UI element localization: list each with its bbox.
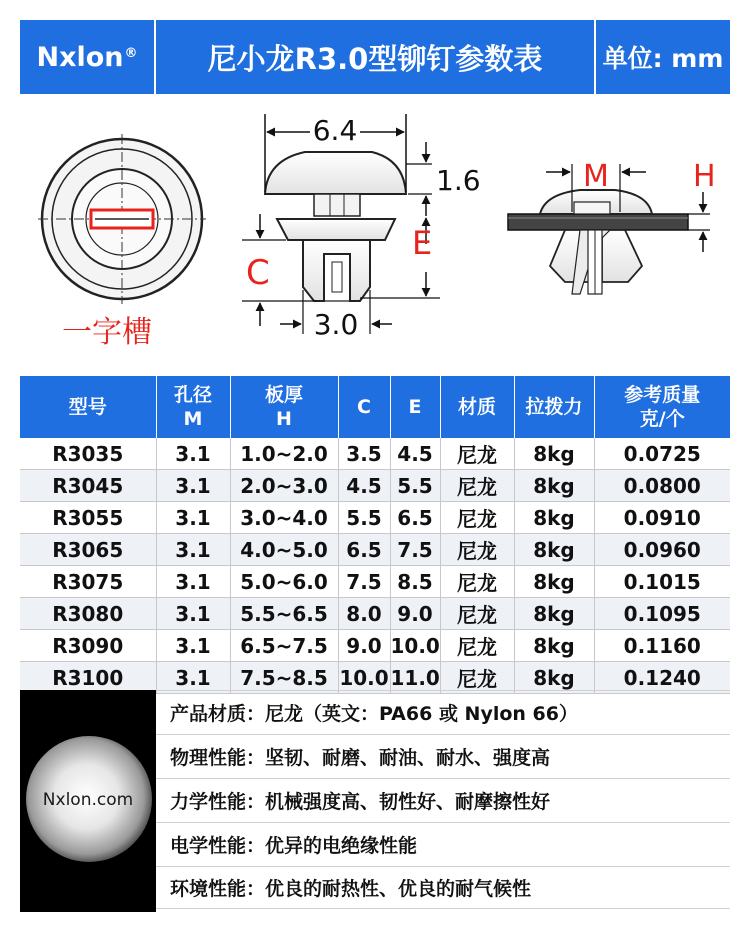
installed-view xyxy=(508,159,716,294)
cell-pull-force: 8kg xyxy=(514,502,594,534)
cell-hole: 3.1 xyxy=(156,534,230,566)
page-title: 尼小龙R3.0型铆钉参数表 xyxy=(156,20,596,94)
table-row xyxy=(20,470,730,502)
unit-label: 单位: mm xyxy=(602,44,724,73)
cell-c: 10.0 xyxy=(338,662,390,694)
cell-thickness: 5.0~6.0 xyxy=(230,566,338,598)
cell-model: R3065 xyxy=(20,534,156,566)
cell-model: R3080 xyxy=(20,598,156,630)
col-header-weight: 参考质量 克/个 xyxy=(594,376,730,438)
cell-material: 尼龙 xyxy=(440,502,514,534)
property-environmental: 环境性能：优良的耐热性、优良的耐气候性 xyxy=(156,867,730,909)
cell-pull-force: 8kg xyxy=(514,566,594,598)
top-view xyxy=(38,134,206,304)
cell-material: 尼龙 xyxy=(440,662,514,694)
cell-thickness: 3.0~4.0 xyxy=(230,502,338,534)
table-row xyxy=(20,662,730,694)
registered-mark: ® xyxy=(124,45,138,61)
cell-e: 10.0 xyxy=(390,630,440,662)
cell-e: 11.0 xyxy=(390,662,440,694)
cell-e: 6.5 xyxy=(390,502,440,534)
cell-material: 尼龙 xyxy=(440,598,514,630)
property-electrical: 电学性能：优异的电绝缘性能 xyxy=(156,823,730,867)
cell-thickness: 6.5~7.5 xyxy=(230,630,338,662)
cell-model: R3035 xyxy=(20,438,156,470)
dim-h: H xyxy=(693,159,716,194)
cell-c: 5.5 xyxy=(338,502,390,534)
col-header-c: C xyxy=(338,376,390,438)
cell-thickness: 2.0~3.0 xyxy=(230,470,338,502)
col-header-material: 材质 xyxy=(440,376,514,438)
cell-weight: 0.1240 xyxy=(594,662,730,694)
col-header-thickness: 板厚 H xyxy=(230,376,338,438)
cell-c: 8.0 xyxy=(338,598,390,630)
table-row xyxy=(20,534,730,566)
rivet-drawings xyxy=(20,94,730,376)
side-view xyxy=(242,114,481,341)
dim-head-width: 6.4 xyxy=(312,114,358,147)
title-banner xyxy=(20,20,730,94)
cell-c: 7.5 xyxy=(338,566,390,598)
col-header-pull-force: 拉拨力 xyxy=(514,376,594,438)
brand-name: Nxlon xyxy=(36,41,124,73)
cell-pull-force: 8kg xyxy=(514,534,594,566)
cell-e: 7.5 xyxy=(390,534,440,566)
cell-model: R3100 xyxy=(20,662,156,694)
property-material: 产品材质：尼龙（英文：PA66 或 Nylon 66） xyxy=(156,691,730,735)
table-row xyxy=(20,438,730,470)
cell-material: 尼龙 xyxy=(440,470,514,502)
col-header-hole: 孔径 M xyxy=(156,376,230,438)
cell-hole: 3.1 xyxy=(156,438,230,470)
cell-pull-force: 8kg xyxy=(514,598,594,630)
brand-logo xyxy=(20,20,156,94)
dim-e: E xyxy=(412,224,433,262)
cell-weight: 0.0800 xyxy=(594,470,730,502)
cell-c: 9.0 xyxy=(338,630,390,662)
cell-e: 9.0 xyxy=(390,598,440,630)
table-header-row xyxy=(20,376,730,438)
cell-thickness: 5.5~6.5 xyxy=(230,598,338,630)
dim-shank: 3.0 xyxy=(313,308,359,341)
property-physical: 物理性能：坚韧、耐磨、耐油、耐水、强度高 xyxy=(156,735,730,779)
cell-weight: 0.0910 xyxy=(594,502,730,534)
cell-pull-force: 8kg xyxy=(514,630,594,662)
cell-pull-force: 8kg xyxy=(514,438,594,470)
cell-model: R3075 xyxy=(20,566,156,598)
photo-watermark: Nxlon.com xyxy=(42,790,134,810)
material-properties xyxy=(20,690,730,912)
slot-label: 一字槽 xyxy=(62,315,152,350)
cell-c: 6.5 xyxy=(338,534,390,566)
cell-pull-force: 8kg xyxy=(514,470,594,502)
cell-hole: 3.1 xyxy=(156,598,230,630)
cell-hole: 3.1 xyxy=(156,502,230,534)
cell-weight: 0.1015 xyxy=(594,566,730,598)
cell-model: R3045 xyxy=(20,470,156,502)
cell-thickness: 4.0~5.0 xyxy=(230,534,338,566)
cell-c: 4.5 xyxy=(338,470,390,502)
cell-pull-force: 8kg xyxy=(514,662,594,694)
dim-head-height: 1.6 xyxy=(436,164,481,197)
col-header-e: E xyxy=(390,376,440,438)
cell-material: 尼龙 xyxy=(440,438,514,470)
cell-hole: 3.1 xyxy=(156,630,230,662)
dim-m: M xyxy=(583,159,609,194)
table-row xyxy=(20,598,730,630)
cell-model: R3090 xyxy=(20,630,156,662)
table-row xyxy=(20,502,730,534)
cell-hole: 3.1 xyxy=(156,470,230,502)
cell-weight: 0.0960 xyxy=(594,534,730,566)
col-header-model: 型号 xyxy=(20,376,156,438)
cell-thickness: 7.5~8.5 xyxy=(230,662,338,694)
cell-hole: 3.1 xyxy=(156,662,230,694)
cell-e: 8.5 xyxy=(390,566,440,598)
cell-material: 尼龙 xyxy=(440,534,514,566)
pellet-photo xyxy=(20,690,156,912)
table-row xyxy=(20,566,730,598)
cell-weight: 0.1095 xyxy=(594,598,730,630)
cell-model: R3055 xyxy=(20,502,156,534)
cell-e: 4.5 xyxy=(390,438,440,470)
cell-thickness: 1.0~2.0 xyxy=(230,438,338,470)
cell-material: 尼龙 xyxy=(440,566,514,598)
dim-c: C xyxy=(246,253,270,293)
cell-weight: 0.0725 xyxy=(594,438,730,470)
table-row xyxy=(20,630,730,662)
cell-material: 尼龙 xyxy=(440,630,514,662)
cell-c: 3.5 xyxy=(338,438,390,470)
property-list xyxy=(156,690,730,913)
spec-table xyxy=(20,376,730,694)
cell-e: 5.5 xyxy=(390,470,440,502)
rivet-diagram xyxy=(20,94,730,376)
property-mechanical: 力学性能：机械强度高、韧性好、耐摩擦性好 xyxy=(156,779,730,823)
cell-hole: 3.1 xyxy=(156,566,230,598)
cell-weight: 0.1160 xyxy=(594,630,730,662)
